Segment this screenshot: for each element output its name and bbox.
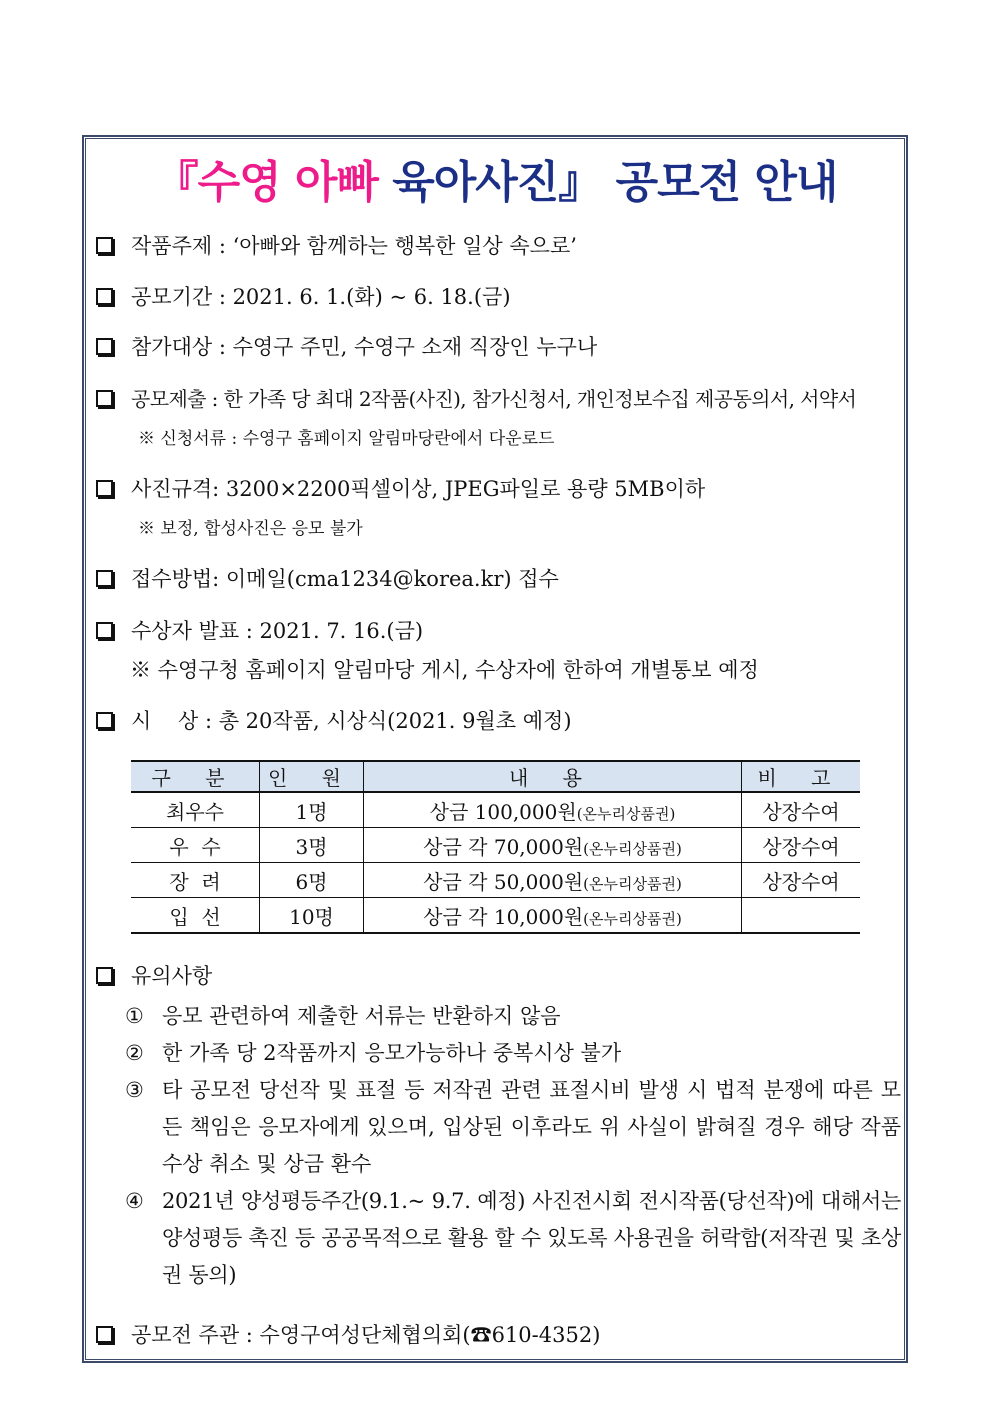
checkbox-icon bbox=[96, 712, 113, 729]
header-note: 비 고 bbox=[742, 761, 861, 792]
cell-count: 3명 bbox=[260, 828, 364, 863]
header-count: 인 원 bbox=[260, 761, 364, 792]
header-content: 내 용 bbox=[364, 761, 742, 792]
section-announce: 수상자 발표 : 2021. 7. 16.(금) bbox=[96, 617, 423, 645]
checkbox-icon bbox=[96, 288, 113, 305]
table-header bbox=[131, 761, 860, 792]
cell-note: 상장수여 bbox=[742, 792, 861, 828]
checkbox-icon bbox=[96, 390, 113, 407]
section-cautions: 유의사항 bbox=[96, 962, 212, 990]
cell-note: 상장수여 bbox=[742, 828, 861, 863]
header-grade: 구 분 bbox=[131, 761, 260, 792]
section-method: 접수방법: 이메일(cma1234@korea.kr) 접수 bbox=[96, 565, 559, 593]
checkbox-icon bbox=[96, 1326, 113, 1343]
checkbox-icon bbox=[96, 967, 113, 984]
page-title bbox=[0, 146, 992, 210]
section-spec: 사진규격: 3200×2200픽셀이상, JPEG파일로 용량 5MB이하 bbox=[96, 475, 705, 503]
checkbox-icon bbox=[96, 480, 113, 497]
submission-note: ※ 신청서류 : 수영구 홈페이지 알림마당란에서 다운로드 bbox=[138, 429, 555, 449]
cell-grade: 장 려 bbox=[131, 863, 260, 898]
cell-note: 상장수여 bbox=[742, 863, 861, 898]
section-target: 참가대상 : 수영구 주민, 수영구 소재 직장인 누구나 bbox=[96, 333, 597, 361]
cell-content: 상금 각 50,000원(온누리상품권) bbox=[364, 863, 742, 898]
table-row bbox=[131, 828, 860, 863]
checkbox-icon bbox=[96, 622, 113, 639]
title-part1: 『수영 아빠 bbox=[154, 157, 393, 208]
announce-note: ※ 수영구청 홈페이지 알림마당 게시, 수상자에 한하여 개별통보 예정 bbox=[130, 658, 759, 682]
cell-note bbox=[742, 898, 861, 934]
cell-content: 상금 각 10,000원(온누리상품권) bbox=[364, 898, 742, 934]
cell-content: 상금 각 70,000원(온누리상품권) bbox=[364, 828, 742, 863]
section-period: 공모기간 : 2021. 6. 1.(화) ~ 6. 18.(금) bbox=[96, 283, 511, 311]
checkbox-icon bbox=[96, 237, 113, 254]
table-row bbox=[131, 898, 860, 934]
cell-count: 1명 bbox=[260, 792, 364, 828]
cell-grade: 입 선 bbox=[131, 898, 260, 934]
cell-grade: 우 수 bbox=[131, 828, 260, 863]
awards-table bbox=[131, 760, 860, 934]
cell-count: 6명 bbox=[260, 863, 364, 898]
section-theme: 작품주제 : ‘아빠와 함께하는 행복한 일상 속으로’ bbox=[96, 232, 577, 260]
section-submission: 공모제출 : 한 가족 당 최대 2작품(사진), 참가신청서, 개인정보수집 제공동의서, 서약서 bbox=[96, 385, 856, 413]
checkbox-icon bbox=[96, 338, 113, 355]
checkbox-icon bbox=[96, 570, 113, 587]
cell-grade: 최우수 bbox=[131, 792, 260, 828]
section-awards: 시 상 : 총 20작품, 시상식(2021. 9월초 예정) bbox=[96, 707, 572, 735]
title-part2: 육아사진』 공모전 안내 bbox=[392, 157, 838, 208]
section-organizer: 공모전 주관 : 수영구여성단체협의회(☎610-4352) bbox=[96, 1321, 600, 1349]
spec-note: ※ 보정, 합성사진은 응모 불가 bbox=[138, 519, 363, 539]
table-row bbox=[131, 792, 860, 828]
table-row bbox=[131, 863, 860, 898]
cell-content: 상금 100,000원(온누리상품권) bbox=[364, 792, 742, 828]
cell-count: 10명 bbox=[260, 898, 364, 934]
